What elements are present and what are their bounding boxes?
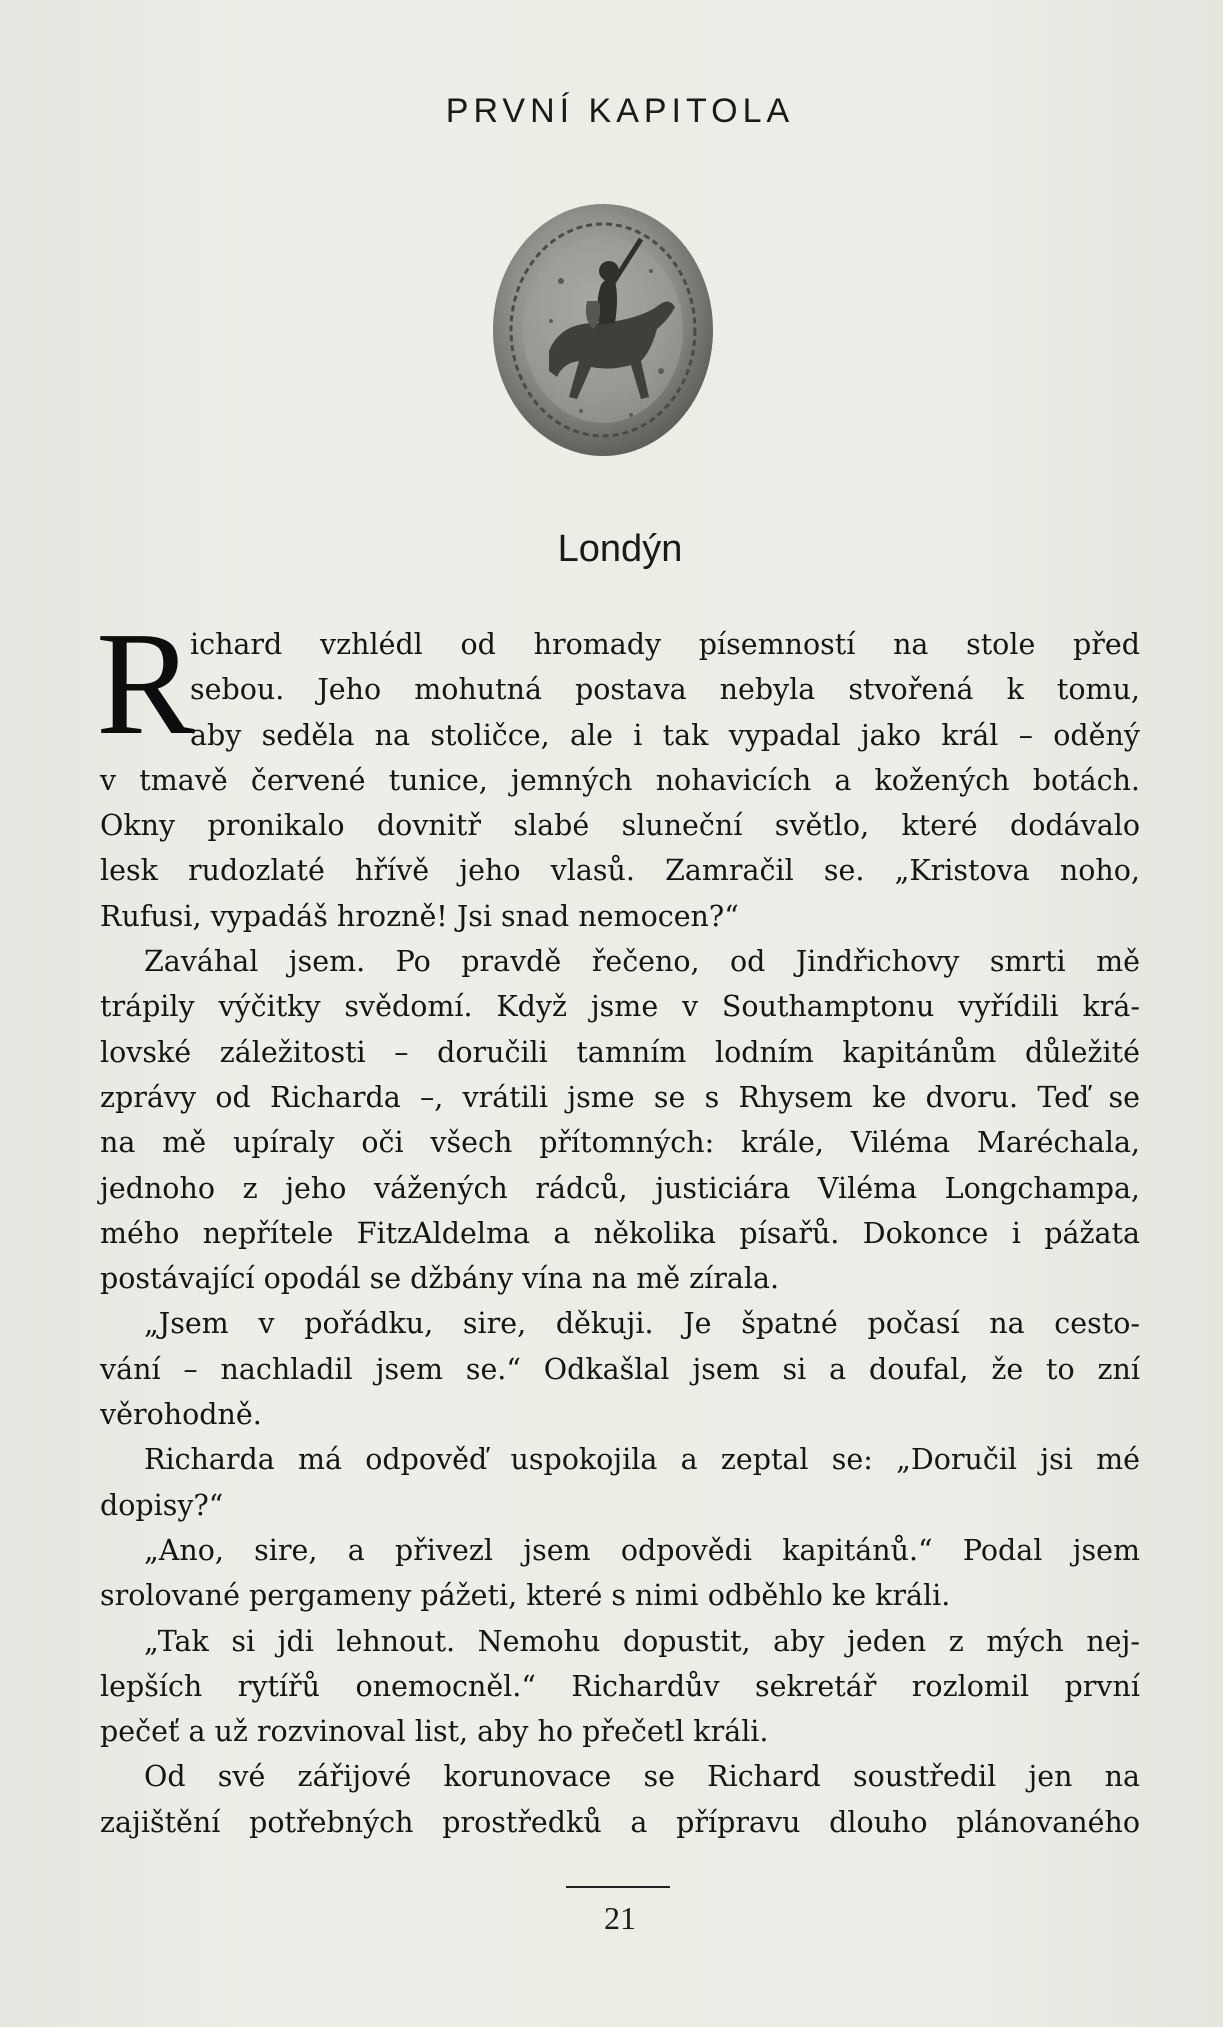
text-line: „Tak si jdi lehnout. Nemohu dopustit, aby jeden z mých nej- xyxy=(144,1624,1140,1658)
text-line: zprávy od Richarda –, vrátili jsme se s Rhysem ke dvoru. Teď se xyxy=(100,1080,1140,1114)
paragraph-1 xyxy=(96,602,1140,939)
text-line: mého nepřítele FitzAldelma a několika písařů. Dokonce i pážata xyxy=(100,1216,1140,1250)
text-line: „Jsem v pořádku, sire, děkuji. Je špatné počasí na cesto- xyxy=(144,1307,1140,1341)
drop-cap: R xyxy=(96,602,195,766)
paragraph-7 xyxy=(100,1754,1140,1845)
equestrian-seal-image xyxy=(491,201,715,459)
text-line: postávající opodál se džbány vína na mě zírala. xyxy=(100,1262,780,1296)
paragraph-6 xyxy=(100,1619,1140,1755)
text-line: „Ano, sire, a přivezl jsem odpovědi kapitánů.“ Podal jsem xyxy=(144,1533,1140,1567)
text-line: vání – nachladil jsem se.“ Odkašlal jsem si a doufal, že to zní xyxy=(100,1352,1140,1386)
text-line: sebou. Jeho mohutná postava nebyla stvořená k tomu, xyxy=(190,673,1140,707)
text-line: aby seděla na stoličce, ale i tak vypadal jako král – oděný xyxy=(190,718,1140,752)
text-line: trápily výčitky svědomí. Když jsme v Southamptonu vyřídili krá- xyxy=(100,990,1140,1024)
text-line: Od své zářijové korunovace se Richard soustředil jen na xyxy=(144,1760,1140,1794)
text-line: srolované pergameny pážeti, které s nimi odběhlo ke králi. xyxy=(100,1579,951,1613)
text-line: lepších rytířů onemocněl.“ Richardův sekretář rozlomil první xyxy=(100,1669,1140,1703)
text-line: Okny pronikalo dovnitř slabé sluneční světlo, které dodávalo xyxy=(100,809,1140,843)
text-line: lovské záležitosti – doručili tamním lodním kapitánům důležité xyxy=(100,1035,1140,1069)
body-text xyxy=(96,602,1140,1845)
text-line: dopisy?“ xyxy=(100,1488,224,1522)
text-line: v tmavě červené tunice, jemných nohavicích a kožených botách. xyxy=(100,763,1140,797)
text-line: zajištění potřebných prostředků a přípravu dlouho plánovaného xyxy=(100,1805,1140,1839)
text-line: jednoho z jeho vážených rádců, justiciára Viléma Longchampa, xyxy=(100,1171,1140,1205)
page-number: 21 xyxy=(604,1900,636,1936)
text-line: pečeť a už rozvinoval list, aby ho přečetl králi. xyxy=(100,1715,769,1749)
paragraph-4 xyxy=(100,1437,1140,1528)
paragraph-5 xyxy=(100,1528,1140,1619)
text-line: na mě upíraly oči všech přítomných: krále, Viléma Maréchala, xyxy=(100,1126,1140,1160)
section-title: Londýn xyxy=(557,528,683,570)
text-line: Zaváhal jsem. Po pravdě řečeno, od Jindřichovy smrti mě xyxy=(144,945,1140,979)
footer-rule xyxy=(566,1886,670,1888)
text-line: věrohodně. xyxy=(100,1398,262,1432)
chapter-heading: PRVNÍ KAPITOLA xyxy=(445,92,795,130)
text-line: ichard vzhlédl od hromady písemností na stole před xyxy=(190,628,1140,661)
text-line: lesk rudozlaté hřívě jeho vlasů. Zamračil se. „Kristova noho, xyxy=(100,854,1140,888)
paragraph-3 xyxy=(100,1301,1140,1437)
text-line: Rufusi, vypadáš hrozně! Jsi snad nemocen?“ xyxy=(100,899,739,933)
text-line: Richarda má odpověď uspokojila a zeptal se: „Doručil jsi mé xyxy=(144,1443,1140,1477)
paragraph-2 xyxy=(100,939,1140,1301)
